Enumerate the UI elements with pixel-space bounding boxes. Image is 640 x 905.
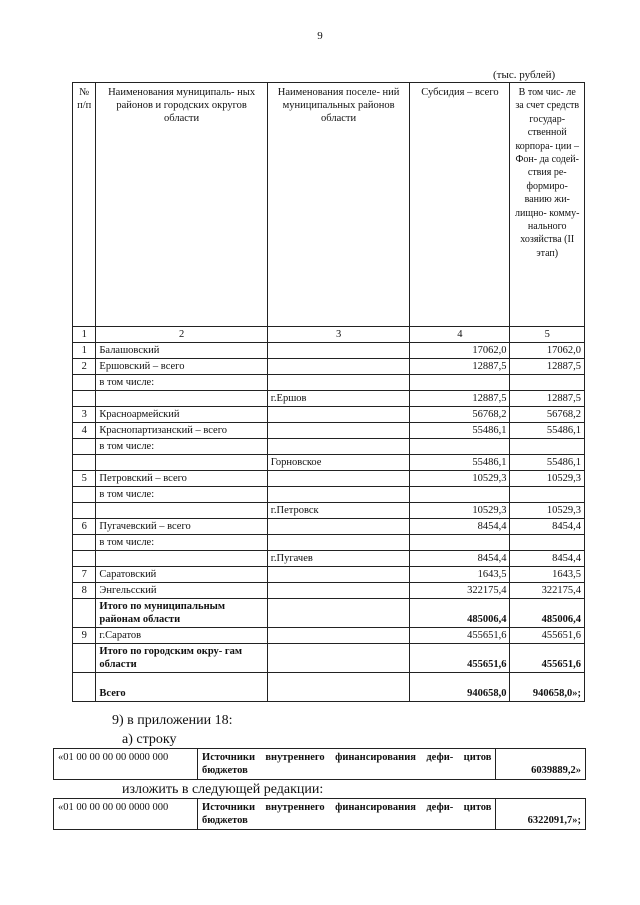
column-index: 2 xyxy=(96,327,267,343)
subsidy-total: 455651,6 xyxy=(410,644,510,673)
header-settlement: Наименования поселе- ний муниципальных районов области xyxy=(267,83,410,327)
source-value: 6322091,7»; xyxy=(496,799,586,830)
fund-amount: 8454,4 xyxy=(510,519,585,535)
fund-amount: 455651,6 xyxy=(510,628,585,644)
row-number: 4 xyxy=(73,423,96,439)
fund-amount: 940658,0»; xyxy=(510,673,585,702)
district-name: Балашовский xyxy=(96,343,267,359)
fund-amount: 56768,2 xyxy=(510,407,585,423)
district-name: Пугачевский – всего xyxy=(96,519,267,535)
fund-amount: 8454,4 xyxy=(510,551,585,567)
table-row xyxy=(73,375,585,391)
fund-amount: 10529,3 xyxy=(510,503,585,519)
settlement-name: г.Пугачев xyxy=(267,551,410,567)
fund-amount xyxy=(510,535,585,551)
row-number: 9 xyxy=(73,628,96,644)
table-row xyxy=(54,799,586,830)
table-row xyxy=(73,455,585,471)
table-row xyxy=(54,749,586,780)
row-number: 8 xyxy=(73,583,96,599)
fund-amount: 55486,1 xyxy=(510,423,585,439)
district-name: Саратовский xyxy=(96,567,267,583)
header-number: № п/п xyxy=(73,83,96,327)
old-row-table xyxy=(53,748,586,780)
source-value: 6039889,2» xyxy=(496,749,586,780)
row-number: 3 xyxy=(73,407,96,423)
district-name: Итого по муниципальным районам области xyxy=(96,599,267,628)
header-district: Наименования муниципаль- ных районов и городских округов области xyxy=(96,83,267,327)
column-index: 4 xyxy=(410,327,510,343)
settlement-name xyxy=(267,359,410,375)
subsidy-total xyxy=(410,375,510,391)
district-name: в том числе: xyxy=(96,375,267,391)
subsidy-total xyxy=(410,535,510,551)
district-name: в том числе: xyxy=(96,487,267,503)
settlement-name: Горновское xyxy=(267,455,410,471)
district-name xyxy=(96,455,267,471)
subsidy-total: 322175,4 xyxy=(410,583,510,599)
subsidy-total: 455651,6 xyxy=(410,628,510,644)
budget-code: «01 00 00 00 00 0000 000 xyxy=(54,799,198,830)
row-number xyxy=(73,439,96,455)
settlement-name xyxy=(267,407,410,423)
table-row xyxy=(73,673,585,702)
subsidy-total: 12887,5 xyxy=(410,391,510,407)
table-row xyxy=(73,519,585,535)
table-row xyxy=(73,535,585,551)
district-name: г.Саратов xyxy=(96,628,267,644)
district-name: Итого по городским окру- гам области xyxy=(96,644,267,673)
settlement-name: г.Петровск xyxy=(267,503,410,519)
row-number xyxy=(73,599,96,628)
table-row xyxy=(73,487,585,503)
column-index-row xyxy=(73,327,585,343)
settlement-name: г.Ершов xyxy=(267,391,410,407)
subsidy-total: 10529,3 xyxy=(410,471,510,487)
subsidy-total: 56768,2 xyxy=(410,407,510,423)
page-number: 9 xyxy=(317,30,323,42)
table-row xyxy=(73,407,585,423)
source-name: Источники внутреннего финансирования дефи- цитов бюджетов xyxy=(198,799,496,830)
district-name: Красноармейский xyxy=(96,407,267,423)
subsidy-total: 10529,3 xyxy=(410,503,510,519)
fund-amount: 12887,5 xyxy=(510,359,585,375)
settlement-name xyxy=(267,644,410,673)
table-row xyxy=(73,359,585,375)
table-row xyxy=(73,471,585,487)
table-row xyxy=(73,583,585,599)
fund-amount xyxy=(510,439,585,455)
table-row xyxy=(73,567,585,583)
subsidy-total: 485006,4 xyxy=(410,599,510,628)
fund-amount: 10529,3 xyxy=(510,471,585,487)
table-row xyxy=(73,599,585,628)
new-row-table xyxy=(53,798,586,830)
budget-code: «01 00 00 00 00 0000 000 xyxy=(54,749,198,780)
subsidy-total: 940658,0 xyxy=(410,673,510,702)
settlement-name xyxy=(267,567,410,583)
fund-amount: 55486,1 xyxy=(510,455,585,471)
district-name: в том числе: xyxy=(96,535,267,551)
subsidy-total: 55486,1 xyxy=(410,455,510,471)
header-fund: В том чис- ле за счет средств государ- ственной корпора- ции – Фон- да содей- ствия ре- формиро- ванию жи- лищно- комму- нального хозяйства (II этап) xyxy=(510,83,585,327)
column-index: 3 xyxy=(267,327,410,343)
settlement-name xyxy=(267,519,410,535)
fund-amount: 12887,5 xyxy=(510,391,585,407)
table-row xyxy=(73,551,585,567)
district-name xyxy=(96,503,267,519)
settlement-name xyxy=(267,423,410,439)
units-label: (тыс. рублей) xyxy=(493,69,556,81)
settlement-name xyxy=(267,487,410,503)
settlement-name xyxy=(267,673,410,702)
district-name: Ершовский – всего xyxy=(96,359,267,375)
fund-amount: 1643,5 xyxy=(510,567,585,583)
fund-amount: 485006,4 xyxy=(510,599,585,628)
settlement-name xyxy=(267,628,410,644)
header-subsidy-total: Субсидия – всего xyxy=(410,83,510,327)
fund-amount: 455651,6 xyxy=(510,644,585,673)
row-number xyxy=(73,503,96,519)
table-row xyxy=(73,503,585,519)
district-name xyxy=(96,391,267,407)
section-title: 9) в приложении 18: xyxy=(112,713,233,728)
fund-amount: 322175,4 xyxy=(510,583,585,599)
subsidy-total: 17062,0 xyxy=(410,343,510,359)
row-number xyxy=(73,375,96,391)
table-row xyxy=(73,423,585,439)
settlement-name xyxy=(267,375,410,391)
subsidy-total: 8454,4 xyxy=(410,551,510,567)
subsidy-total xyxy=(410,439,510,455)
section-a-label: а) строку xyxy=(122,732,177,747)
district-name: в том числе: xyxy=(96,439,267,455)
row-number xyxy=(73,391,96,407)
row-number: 2 xyxy=(73,359,96,375)
district-name: Всего xyxy=(96,673,267,702)
section-b-label: изложить в следующей редакции: xyxy=(122,782,324,797)
district-name: Энгельсский xyxy=(96,583,267,599)
row-number: 6 xyxy=(73,519,96,535)
settlement-name xyxy=(267,583,410,599)
column-index: 5 xyxy=(510,327,585,343)
district-name: Краснопартизанский – всего xyxy=(96,423,267,439)
subsidy-total xyxy=(410,487,510,503)
row-number: 7 xyxy=(73,567,96,583)
row-number: 1 xyxy=(73,343,96,359)
subsidy-total: 8454,4 xyxy=(410,519,510,535)
subsidy-total: 55486,1 xyxy=(410,423,510,439)
subsidy-total: 1643,5 xyxy=(410,567,510,583)
subsidy-table xyxy=(72,82,585,702)
fund-amount xyxy=(510,487,585,503)
settlement-name xyxy=(267,439,410,455)
table-row xyxy=(73,628,585,644)
settlement-name xyxy=(267,599,410,628)
settlement-name xyxy=(267,535,410,551)
row-number xyxy=(73,455,96,471)
fund-amount xyxy=(510,375,585,391)
row-number: 5 xyxy=(73,471,96,487)
district-name: Петровский – всего xyxy=(96,471,267,487)
column-index: 1 xyxy=(73,327,96,343)
settlement-name xyxy=(267,471,410,487)
fund-amount: 17062,0 xyxy=(510,343,585,359)
subsidy-total: 12887,5 xyxy=(410,359,510,375)
row-number xyxy=(73,551,96,567)
row-number xyxy=(73,644,96,673)
table-header-row xyxy=(73,83,585,327)
settlement-name xyxy=(267,343,410,359)
source-name: Источники внутреннего финансирования дефи- цитов бюджетов xyxy=(198,749,496,780)
row-number xyxy=(73,535,96,551)
table-row xyxy=(73,439,585,455)
table-row xyxy=(73,343,585,359)
district-name xyxy=(96,551,267,567)
table-row xyxy=(73,391,585,407)
row-number xyxy=(73,673,96,702)
table-row xyxy=(73,644,585,673)
row-number xyxy=(73,487,96,503)
